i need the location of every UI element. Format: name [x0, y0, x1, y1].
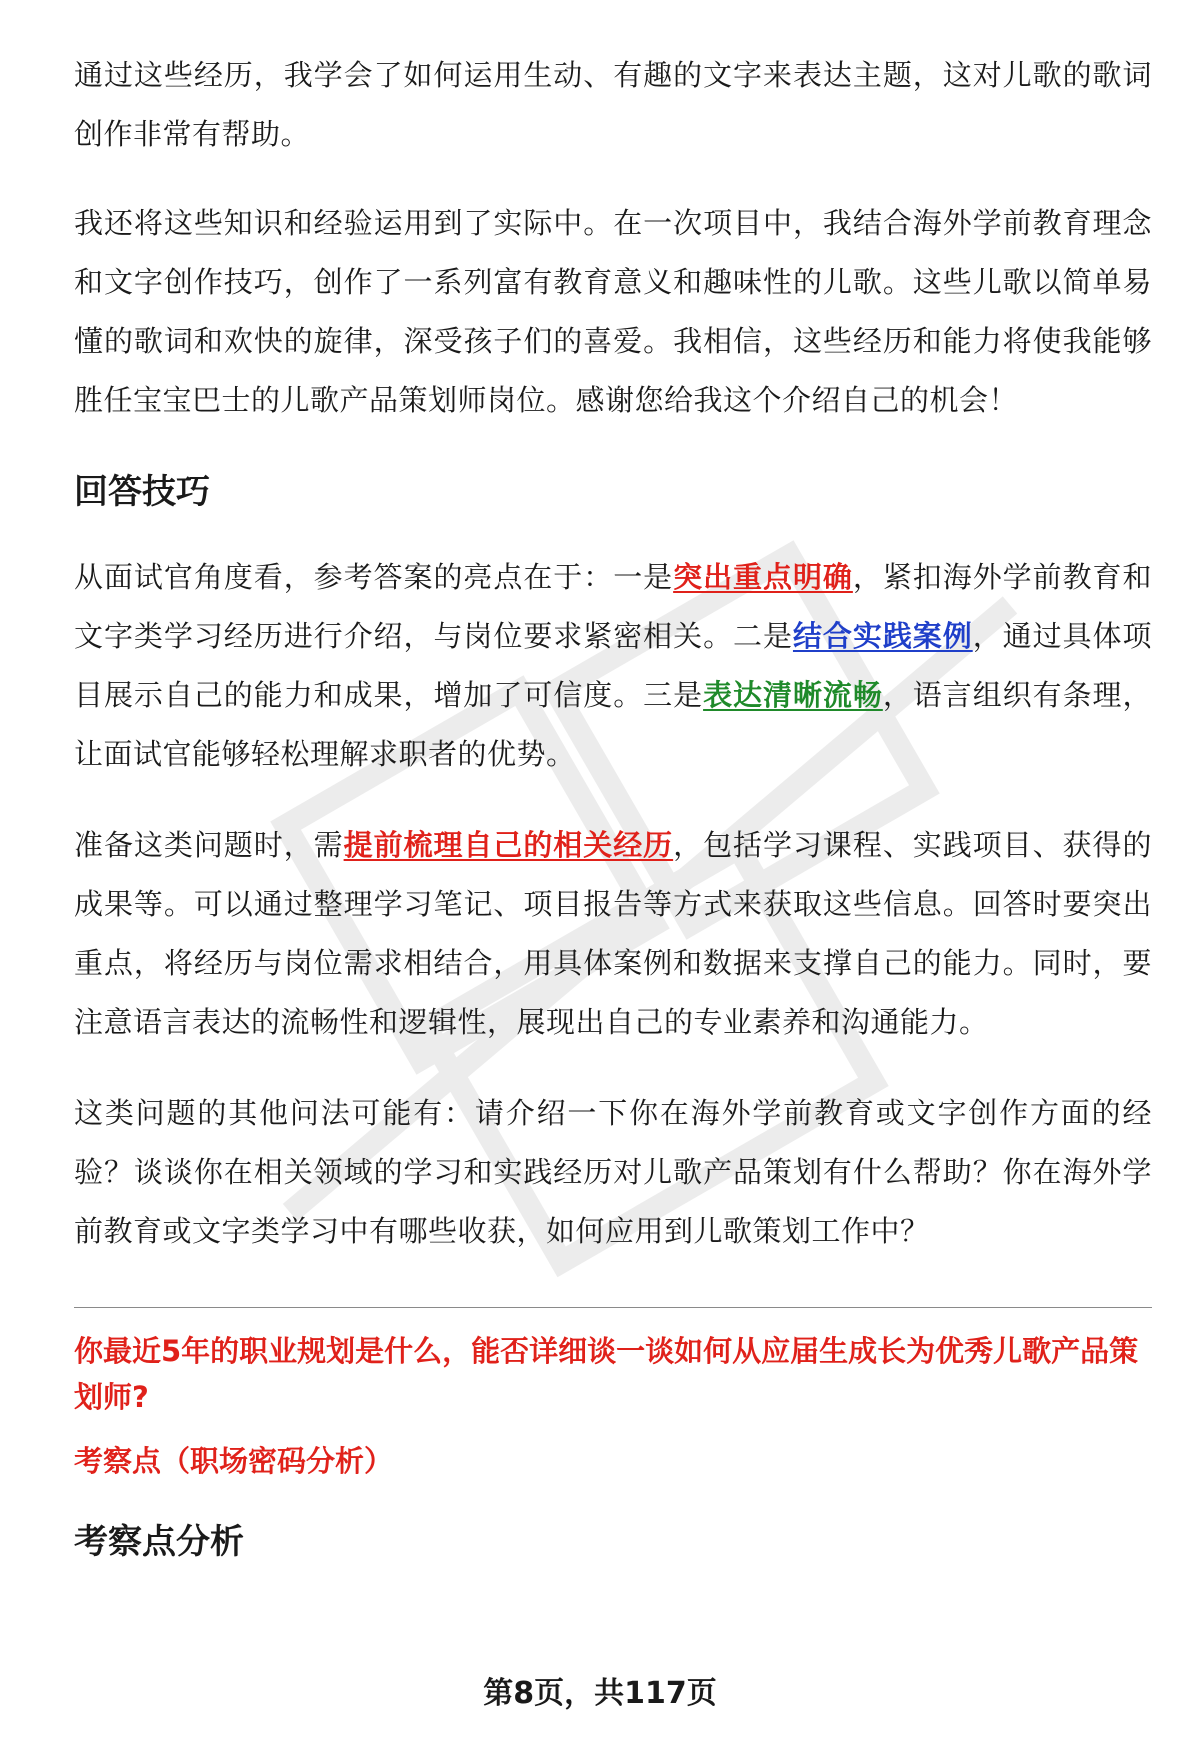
exam-point-subhead: 考察点（职场密码分析）: [74, 1444, 394, 1478]
paragraph-4-text-2: ，包括学习课程、实践项目、获得的成果等。可以通过整理学习笔记、项目报告等方式来获取这些信息。回答时要突出重点，将经历与岗位需求相结合，用具体案例和数据来支撑自己的能力。同时，要注意语言表达的流畅性和逻辑性，展现出自己的专业素养和沟通能力。: [74, 828, 1152, 1039]
document-page: [74, 46, 1152, 1570]
tips-heading: 回答技巧: [74, 472, 210, 512]
analysis-heading: 考察点分析: [74, 1522, 244, 1562]
paragraph-3-text-4: ，语言组织有条理，让面试官能够轻松理解求职者的优势。: [74, 678, 1152, 771]
paragraph-4: [74, 816, 1152, 1052]
next-question: 你最近5年的职业规划是什么，能否详细谈一谈如何从应届生成长为优秀儿歌产品策划师?: [74, 1334, 1139, 1414]
paragraph-3-text-1: 从面试官角度看，参考答案的亮点在于：一是: [74, 560, 674, 594]
paragraph-1: 通过这些经历，我学会了如何运用生动、有趣的文字来表达主题，这对儿歌的歌词创作非常有帮助。: [74, 58, 1152, 151]
paragraph-5: 这类问题的其他问法可能有：请介绍一下你在海外学前教育或文字创作方面的经验？谈谈你在相关领域的学习和实践经历对儿歌产品策划有什么帮助？你在海外学前教育或文字类学习中有哪些收获，如何应用到儿歌策划工作中？: [74, 1096, 1152, 1248]
paragraph-4-text-1: 准备这类问题时，需: [74, 828, 344, 862]
paragraph-2: 我还将这些知识和经验运用到了实际中。在一次项目中，我结合海外学前教育理念和文字创作技巧，创作了一系列富有教育意义和趣味性的儿歌。这些儿歌以简单易懂的歌词和欢快的旋律，深受孩子们的喜爱。我相信，这些经历和能力将使我能够胜任宝宝巴士的儿歌产品策划师岗位。感谢您给我这个介绍自己的机会！: [74, 206, 1152, 417]
paragraph-3: [74, 548, 1152, 784]
highlight-practice-cases: 结合实践案例: [792, 619, 973, 653]
highlight-clear-expression: 表达清晰流畅: [703, 678, 883, 712]
page-number: 第8页，共117页: [483, 1676, 717, 1711]
paragraph-3-text-2: ，紧扣海外学前教育和文字类学习经历进行介绍，与岗位要求紧密相关。二是: [74, 560, 1152, 653]
highlight-organize-experience: 提前梳理自己的相关经历: [343, 828, 674, 862]
highlight-key-points: 突出重点明确: [673, 560, 853, 594]
paragraph-3-text-3: ，通过具体项目展示自己的能力和成果，增加了可信度。三是: [74, 619, 1152, 712]
